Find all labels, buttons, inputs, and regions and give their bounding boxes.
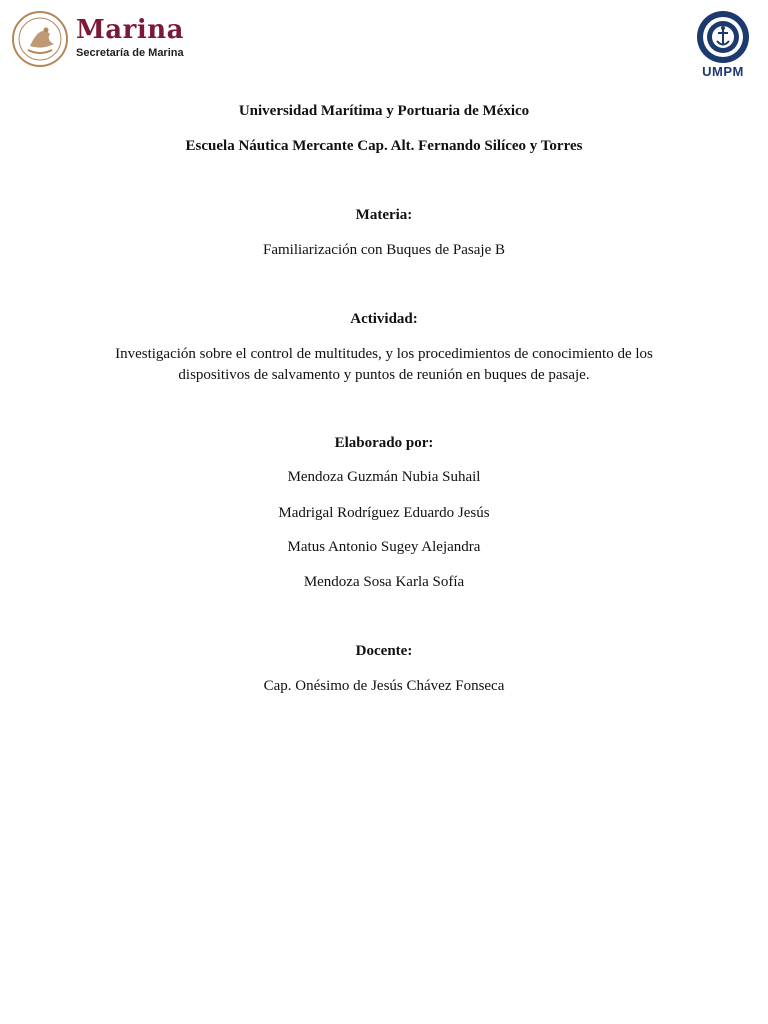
author-name: Mendoza Guzmán Nubia Suhail (287, 469, 481, 485)
author-name: Matus Antonio Sugey Alejandra (287, 539, 481, 555)
mexican-national-seal-icon (10, 10, 70, 68)
umpm-title: UMPM (702, 64, 744, 79)
university-title: Universidad Marítima y Portuaria de México (238, 103, 530, 119)
authors-label: Elaborado por: (334, 435, 434, 451)
author-name: Madrigal Rodríguez Eduardo Jesús (278, 505, 490, 521)
activity-label: Actividad: (350, 311, 418, 327)
marina-subtitle: Secretaría de Marina (76, 47, 184, 59)
subject-label: Materia: (355, 207, 413, 223)
school-title: Escuela Náutica Mercante Cap. Alt. Fernando Silíceo y Torres (185, 138, 583, 154)
teacher-name: Cap. Onésimo de Jesús Chávez Fonseca (263, 678, 505, 694)
activity-line-1: Investigación sobre el control de multitudes, y los procedimientos de conocimiento de los (115, 346, 653, 362)
document-body (80, 0, 688, 1024)
umpm-anchor-seal-icon (696, 10, 750, 64)
subject-value: Familiarización con Buques de Pasaje B (262, 242, 506, 258)
activity-line-2: dispositivos de salvamento y puntos de reunión en buques de pasaje. (178, 367, 590, 383)
marina-title: Marina (76, 15, 184, 45)
author-name: Mendoza Sosa Karla Sofía (303, 574, 465, 590)
teacher-label: Docente: (355, 643, 413, 659)
umpm-logo (690, 10, 756, 82)
